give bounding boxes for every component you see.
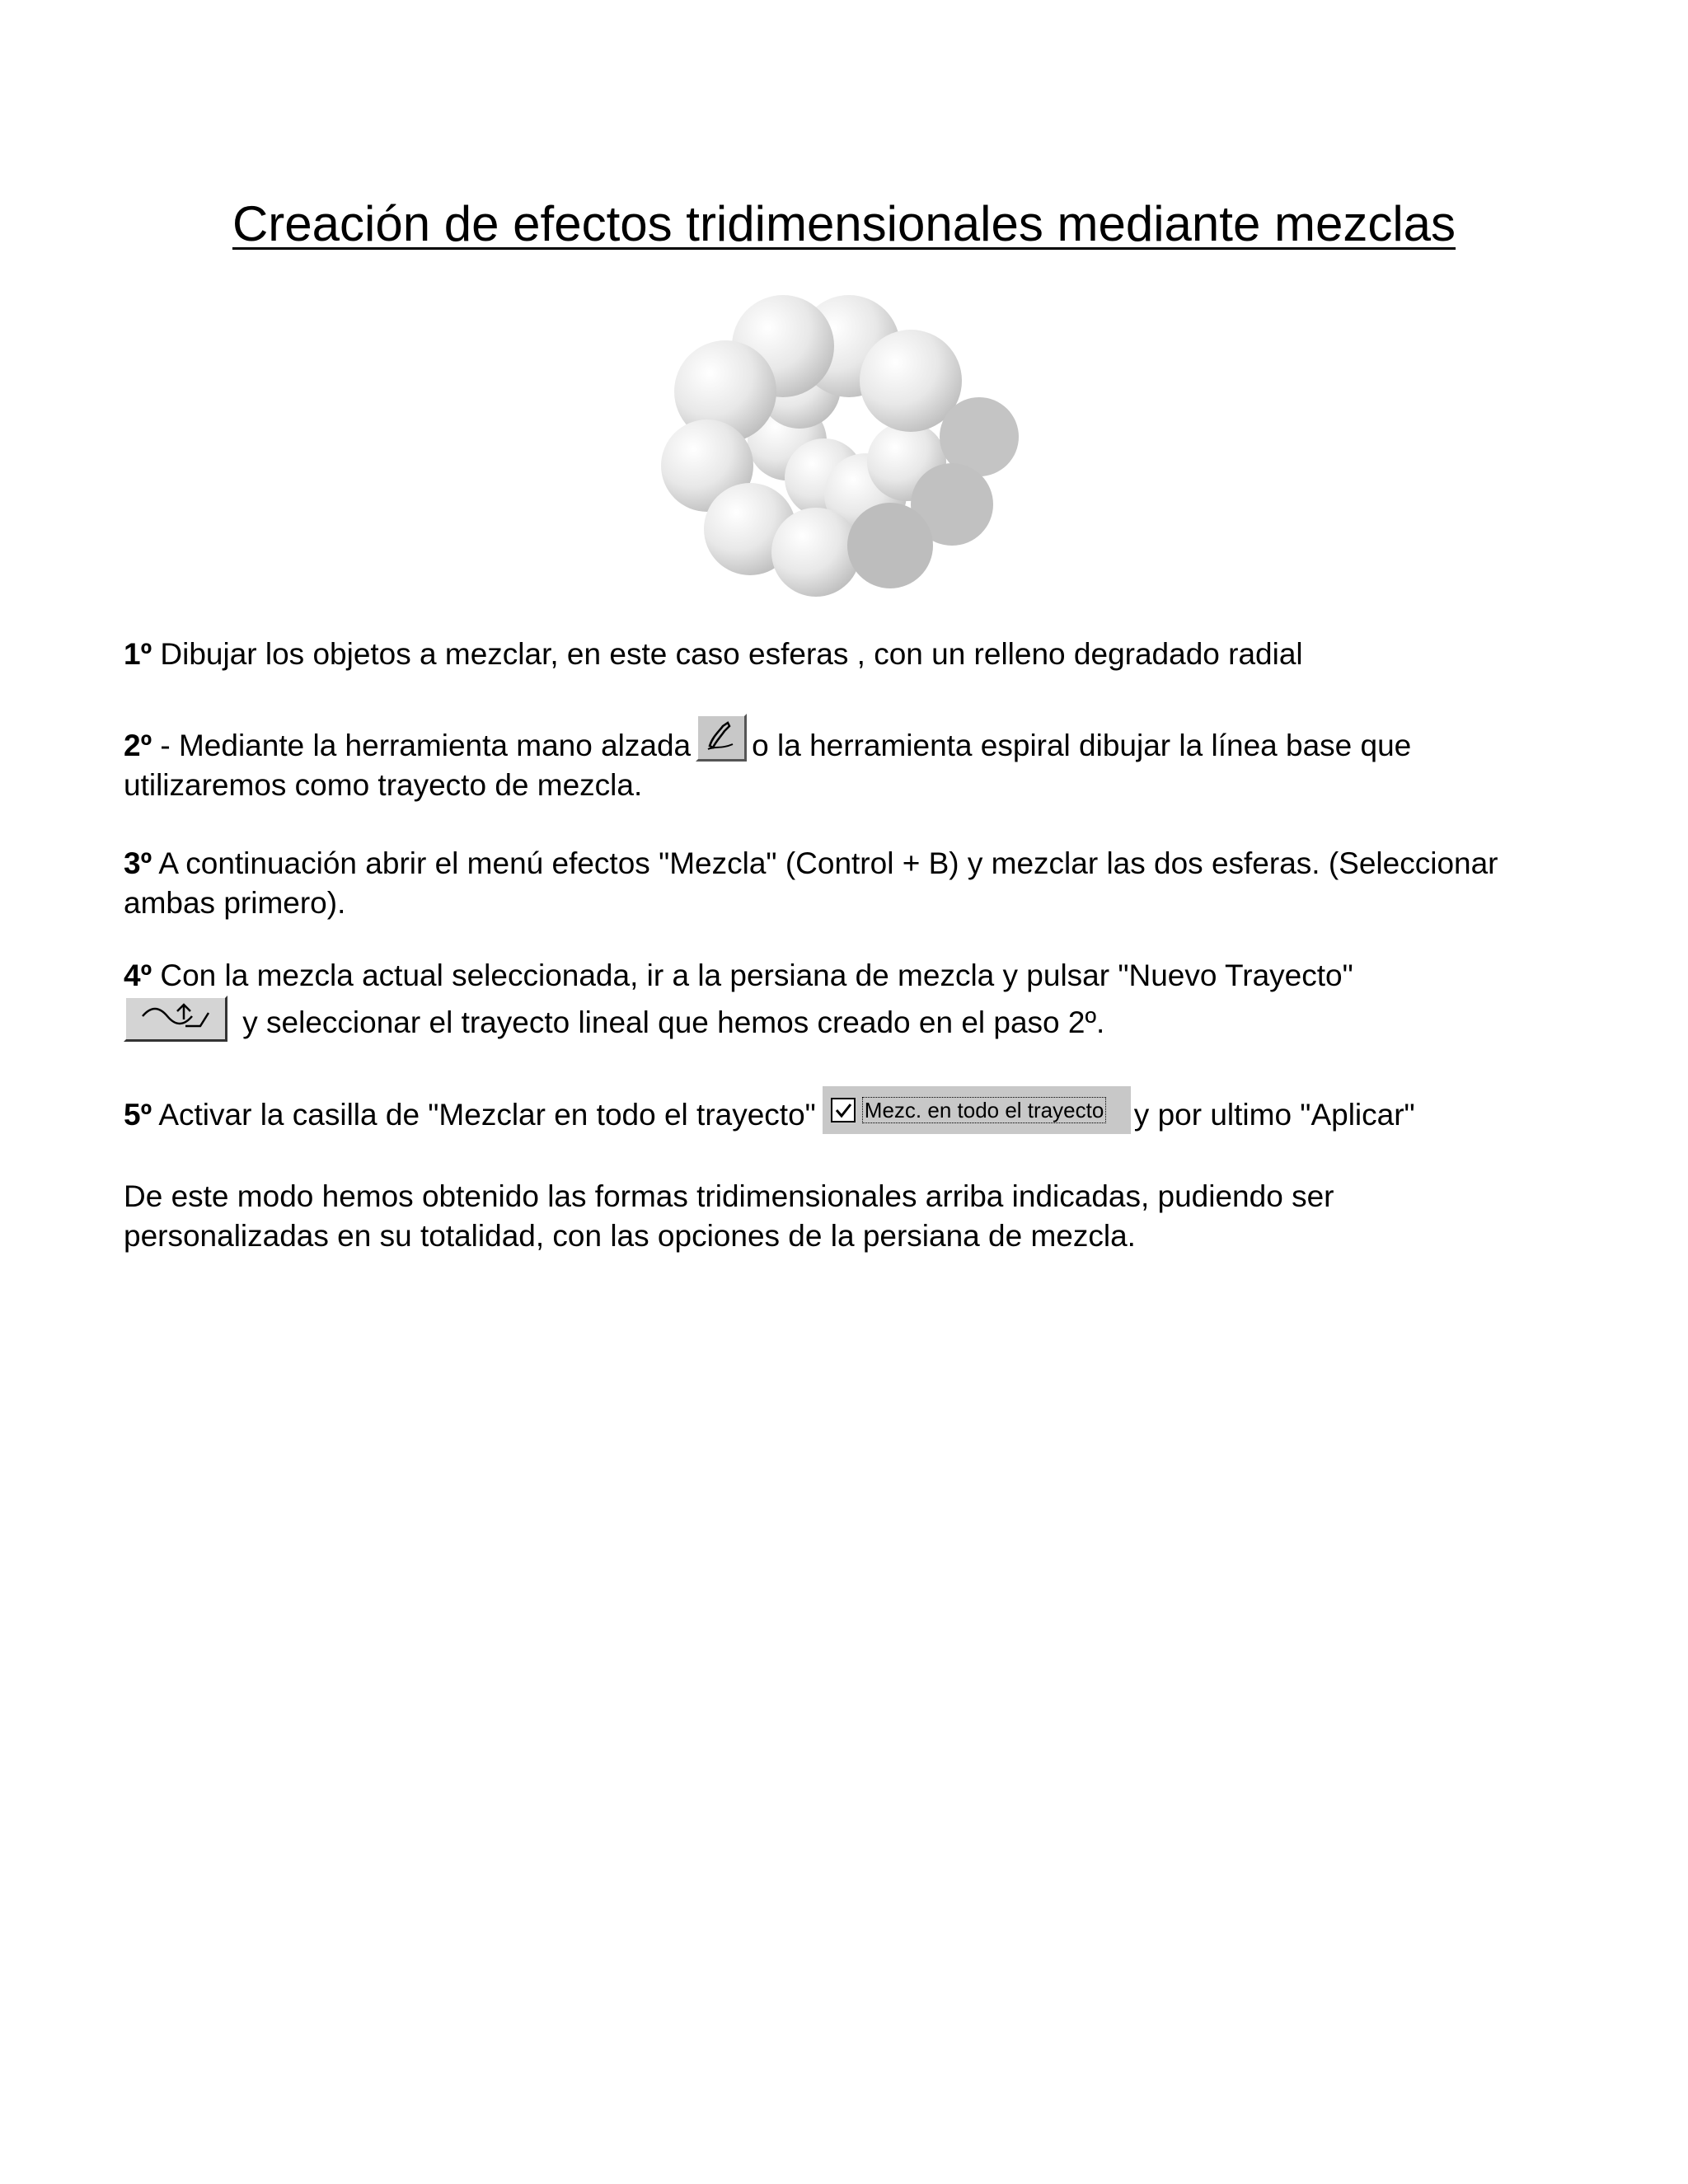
sphere — [771, 508, 860, 597]
step-5-text-b: y por ultimo "Aplicar" — [1133, 1098, 1415, 1132]
step-3 — [124, 844, 1541, 923]
step-3-number: 3º — [124, 846, 152, 880]
step-2-dash: - — [152, 729, 179, 762]
blend-along-path-checkbox[interactable] — [823, 1086, 1131, 1134]
checkbox-check-icon[interactable] — [831, 1098, 856, 1122]
step-1 — [124, 635, 1541, 674]
step-5-number: 5º — [124, 1098, 152, 1132]
new-path-icon[interactable] — [124, 996, 227, 1042]
step-2-text-b: o la herramienta espiral dibujar la línea base que utilizaremos como trayecto de mezcla. — [124, 729, 1412, 802]
step-3-text: A continuación abrir el menú efectos "Mezcla" (Control + B) y mezclar las dos esferas. (Seleccionar ambas primero). — [124, 846, 1498, 920]
step-4 — [124, 956, 1541, 1043]
freehand-tool-icon[interactable] — [696, 714, 747, 762]
checkbox-label: Mezc. en todo el trayecto — [862, 1097, 1106, 1123]
step-2 — [124, 714, 1541, 805]
step-5 — [124, 1086, 1541, 1135]
step-1-text: Dibujar los objetos a mezclar, en este caso esferas , con un relleno degradado radial — [152, 637, 1303, 671]
step-4-text-a: Con la mezcla actual seleccionada, ir a la persiana de mezcla y pulsar "Nuevo Trayecto" — [152, 958, 1353, 992]
step-2-text-a: Mediante la herramienta mano alzada — [178, 729, 692, 762]
conclusion-paragraph: De este modo hemos obtenido las formas tridimensionales arriba indicadas, pudiendo ser personalizadas en su totalidad, con las opciones de la persiana de mezcla. — [124, 1179, 1334, 1253]
page-title: Creación de efectos tridimensionales mediante mezclas — [232, 196, 1456, 251]
sphere-shaded — [847, 503, 933, 588]
step-4-text-b: y seleccionar el trayecto lineal que hemos creado en el paso 2º. — [234, 1005, 1105, 1039]
step-5-text-a: Activar la casilla de "Mezclar en todo el trayecto" — [152, 1098, 816, 1132]
blended-spheres-illustration — [659, 288, 1022, 602]
step-4-number: 4º — [124, 958, 152, 992]
step-2-number: 2º — [124, 729, 152, 762]
step-1-number: 1º — [124, 637, 152, 671]
